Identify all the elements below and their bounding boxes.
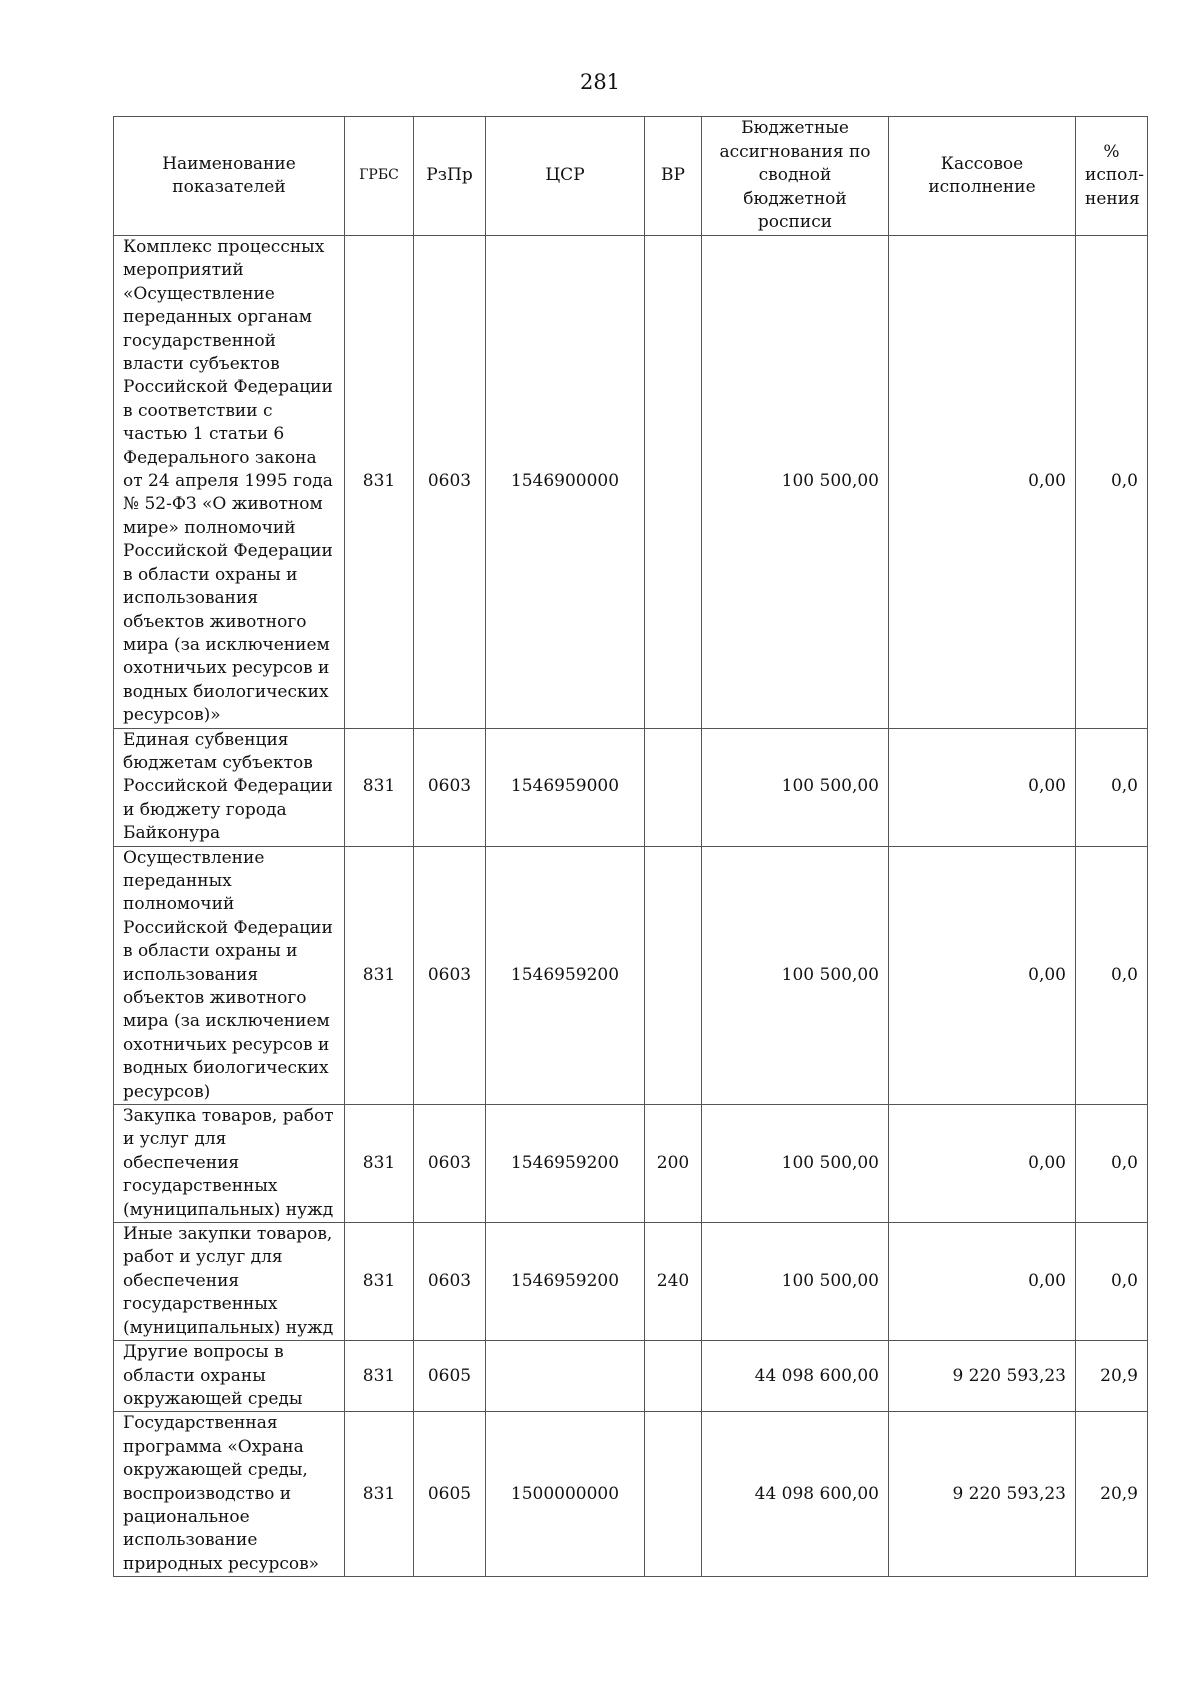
budget-cell: 100 500,00 [702,1105,889,1223]
rzpr-cell: 0603 [414,236,486,729]
table-row [114,236,1148,729]
budget-cell: 100 500,00 [702,1223,889,1341]
table-row [114,1341,1148,1412]
indicator-name: Единая субвенция бюджетам субъектов Российской Федерации и бюджету города Байконура [114,728,345,846]
column-header-rzpr: РзПр [414,117,486,236]
grbs-cell: 831 [345,1105,414,1223]
indicator-name: Закупка товаров, работ и услуг для обеспечения государственных (муниципальных) нужд [114,1105,345,1223]
cash-cell: 0,00 [889,1223,1076,1341]
percent-cell: 0,0 [1076,728,1148,846]
table-row [114,1223,1148,1341]
percent-cell: 0,0 [1076,1105,1148,1223]
grbs-cell: 831 [345,1223,414,1341]
percent-cell: 20,9 [1076,1412,1148,1577]
table-row [114,1412,1148,1577]
csr-cell: 1546900000 [486,236,645,729]
rzpr-cell: 0603 [414,1223,486,1341]
indicator-name: Осуществление переданных полномочий Российской Федерации в области охраны и использования объектов животного мира (за исключением охотничьих ресурсов и водных биологических ресурсов) [114,846,345,1104]
column-header-budget: Бюджетные ассигнования по сводной бюджетной росписи [702,117,889,236]
indicator-name: Комплекс процессных мероприятий «Осуществление переданных органам государственной власти субъектов Российской Федерации в соответствии с частью 1 статьи 6 Федерального закона от 24 апреля 1995 года № 52-ФЗ «О животном мире» полномочий Российской Федерации в области охраны и использования объектов животного мира (за исключением охотничьих ресурсов и водных биологических ресурсов)» [114,236,345,729]
cash-cell: 0,00 [889,728,1076,846]
csr-cell [486,1341,645,1412]
cash-cell: 9 220 593,23 [889,1341,1076,1412]
cash-cell: 0,00 [889,846,1076,1104]
budget-cell: 100 500,00 [702,846,889,1104]
rzpr-cell: 0605 [414,1341,486,1412]
cash-cell: 9 220 593,23 [889,1412,1076,1577]
vr-cell: 200 [645,1105,702,1223]
page-number: 281 [579,70,621,94]
indicator-name: Государственная программа «Охрана окружающей среды, воспроизводство и рациональное использование природных ресурсов» [114,1412,345,1577]
budget-cell: 44 098 600,00 [702,1341,889,1412]
cash-cell: 0,00 [889,1105,1076,1223]
csr-cell: 1546959200 [486,1223,645,1341]
rzpr-cell: 0605 [414,1412,486,1577]
grbs-cell: 831 [345,728,414,846]
vr-cell [645,1412,702,1577]
vr-cell: 240 [645,1223,702,1341]
percent-cell: 0,0 [1076,846,1148,1104]
vr-cell [645,1341,702,1412]
csr-cell: 1500000000 [486,1412,645,1577]
budget-cell: 44 098 600,00 [702,1412,889,1577]
column-header-name: Наименование показателей [114,117,345,236]
cash-cell: 0,00 [889,236,1076,729]
grbs-cell: 831 [345,1412,414,1577]
budget-cell: 100 500,00 [702,236,889,729]
vr-cell [645,846,702,1104]
grbs-cell: 831 [345,1341,414,1412]
vr-cell [645,236,702,729]
csr-cell: 1546959200 [486,1105,645,1223]
budget-cell: 100 500,00 [702,728,889,846]
rzpr-cell: 0603 [414,1105,486,1223]
csr-cell: 1546959000 [486,728,645,846]
column-header-cash: Кассовое исполнение [889,117,1076,236]
table-row [114,846,1148,1104]
column-header-vr: ВР [645,117,702,236]
column-header-percent: % испол-нения [1076,117,1148,236]
rzpr-cell: 0603 [414,728,486,846]
column-header-grbs: ГРБС [345,117,414,236]
grbs-cell: 831 [345,236,414,729]
indicator-name: Другие вопросы в области охраны окружающей среды [114,1341,345,1412]
budget-execution-table [113,116,1148,1577]
percent-cell: 20,9 [1076,1341,1148,1412]
percent-cell: 0,0 [1076,1223,1148,1341]
table-row [114,1105,1148,1223]
grbs-cell: 831 [345,846,414,1104]
indicator-name: Иные закупки товаров, работ и услуг для обеспечения государственных (муниципальных) нужд [114,1223,345,1341]
table-header-row [114,117,1148,236]
vr-cell [645,728,702,846]
column-header-csr: ЦСР [486,117,645,236]
csr-cell: 1546959200 [486,846,645,1104]
percent-cell: 0,0 [1076,236,1148,729]
rzpr-cell: 0603 [414,846,486,1104]
table-row [114,728,1148,846]
